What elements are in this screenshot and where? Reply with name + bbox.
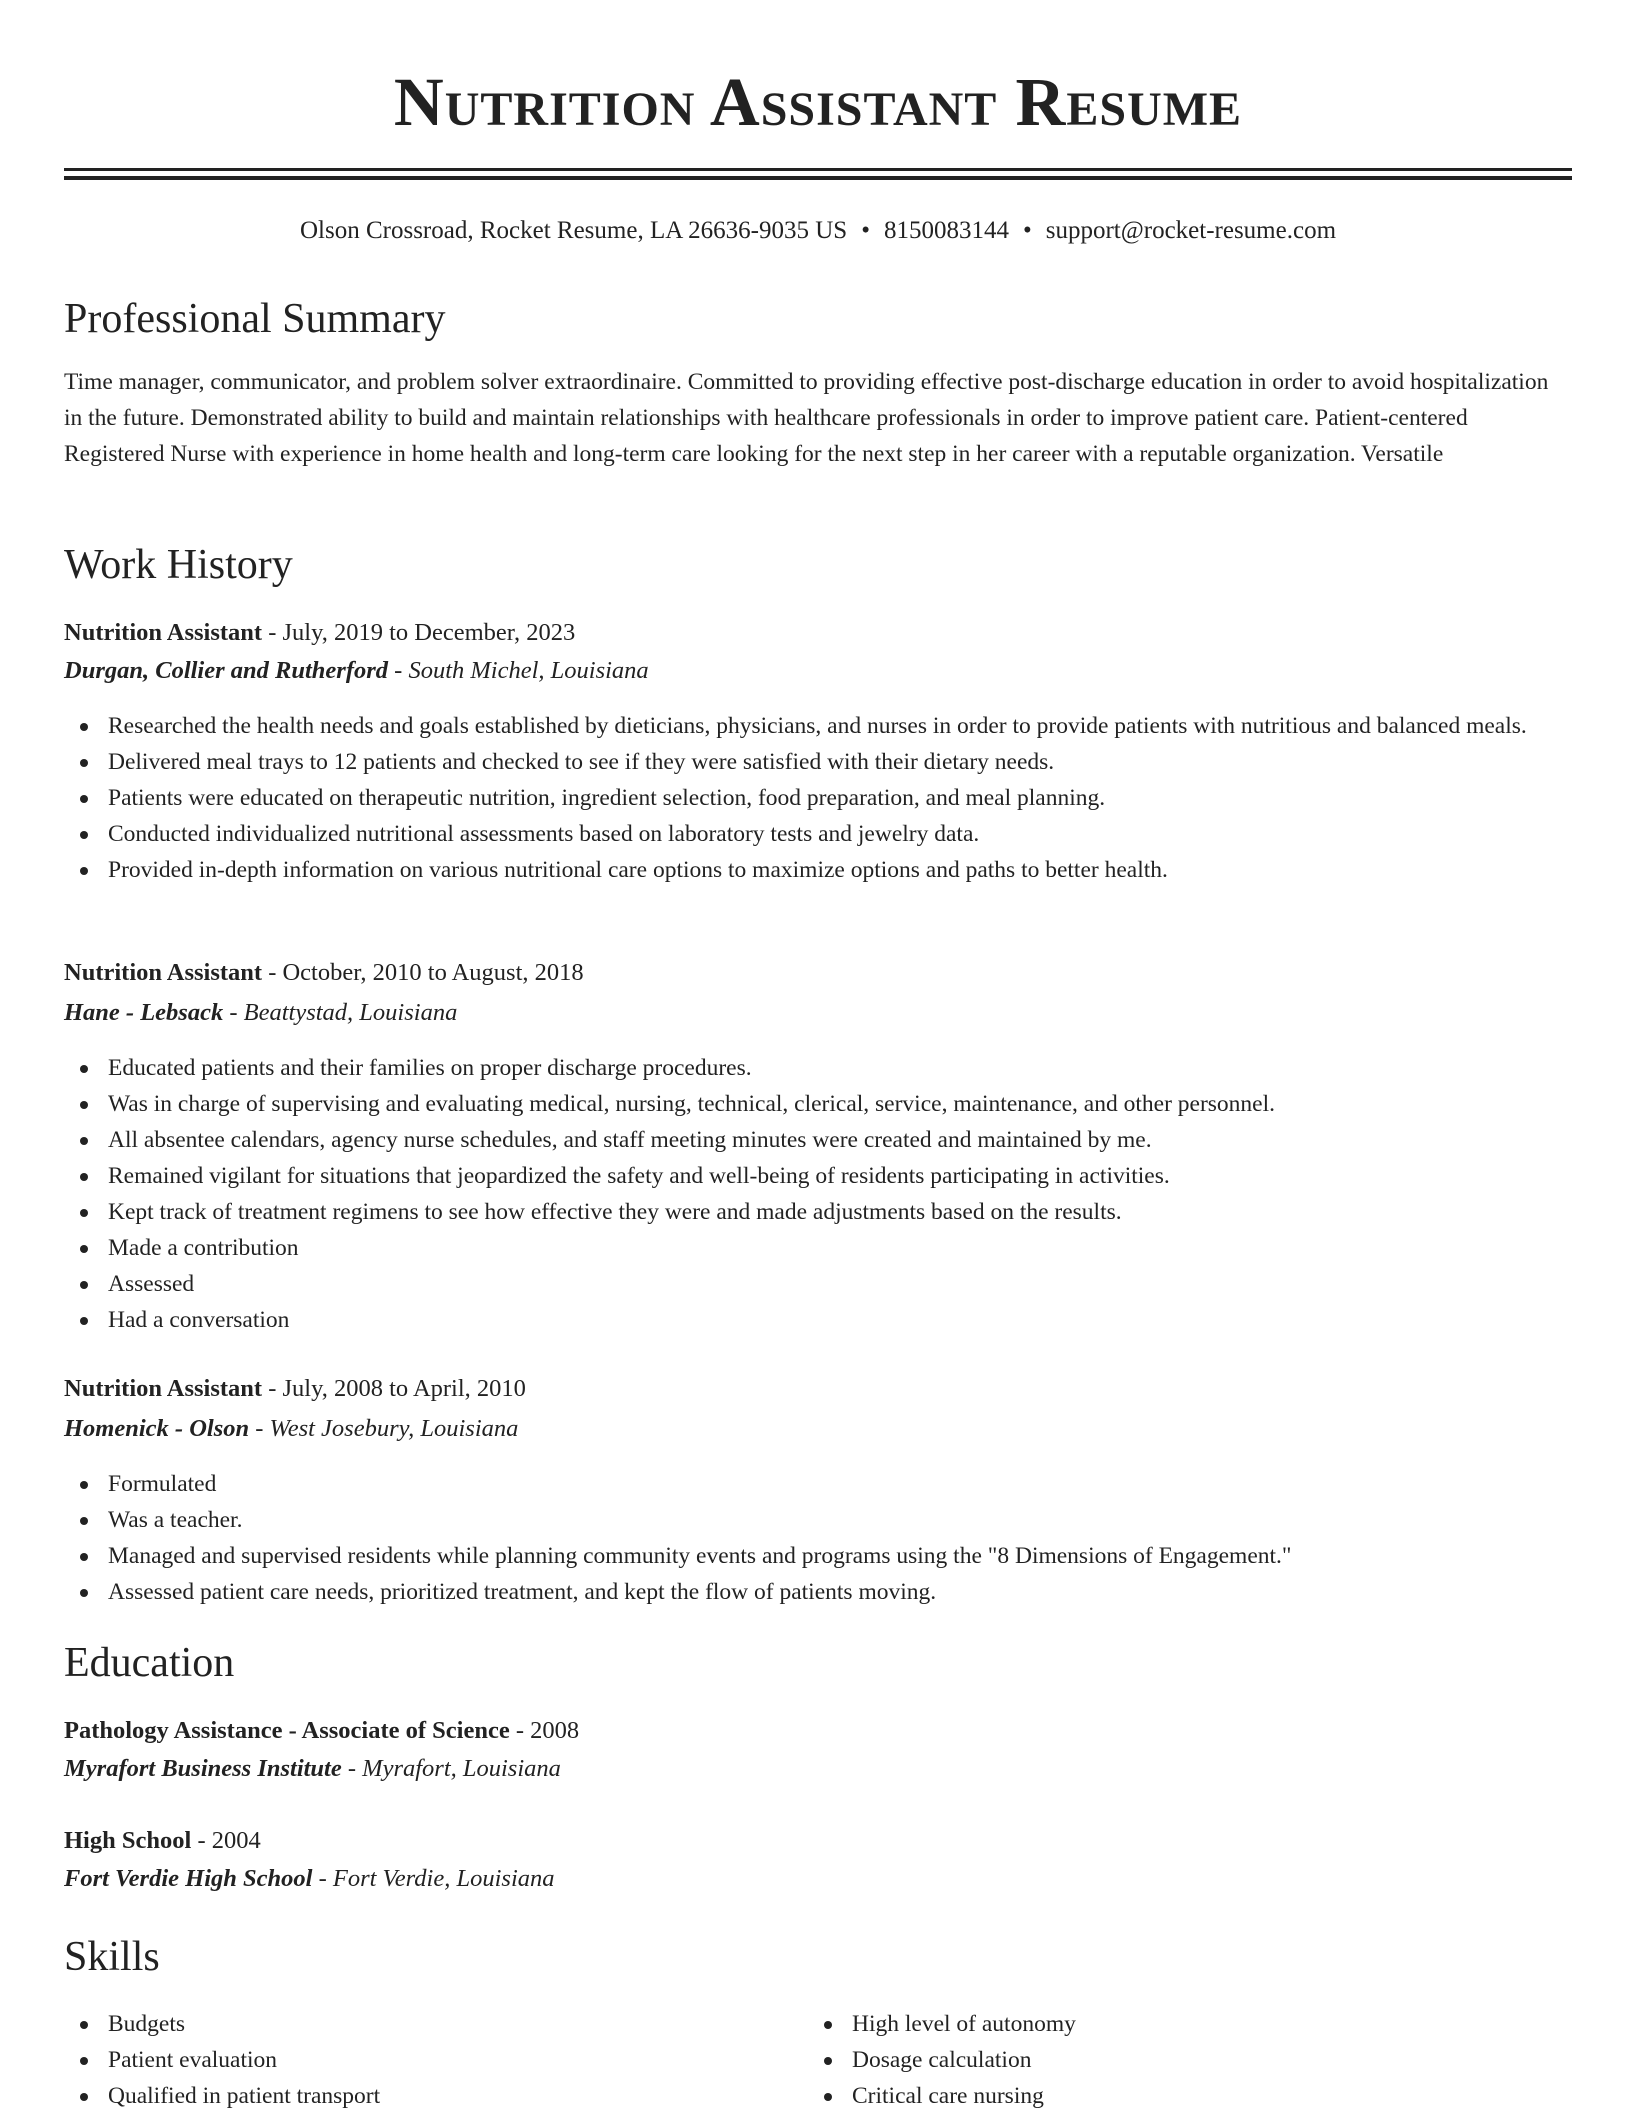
education-degree-line: [64, 1716, 579, 1746]
summary-heading: Professional Summary: [64, 296, 446, 342]
job-title: Nutrition Assistant: [64, 619, 263, 646]
list-item: Provided in-depth information on various nutritional care options to maximize options and paths to better health.: [64, 852, 1572, 888]
list-item: Researched the health needs and goals established by dieticians, physicians, and nurses in order to provide patients with nutritious and balanced meals.: [64, 708, 1572, 744]
list-item: Was a teacher.: [64, 1502, 1572, 1538]
skill-item: Dosage calculation: [808, 2042, 1632, 2078]
education-year: - 2004: [191, 1827, 261, 1854]
education-location: - Fort Verdie, Louisiana: [312, 1865, 555, 1892]
list-item: Was in charge of supervising and evaluating medical, nursing, technical, clerical, service, maintenance, and other personnel.: [64, 1086, 1572, 1122]
job-title-line: [64, 958, 584, 988]
skill-item: Critical care nursing: [808, 2078, 1632, 2112]
education-school-line: [64, 1754, 561, 1784]
skill-item: Patient evaluation: [64, 2042, 1572, 2078]
job-dates: - July, 2019 to December, 2023: [262, 619, 576, 646]
skill-item: Qualified in patient transport: [64, 2078, 1572, 2112]
contact-separator: •: [861, 217, 870, 244]
education-school: Myrafort Business Institute: [64, 1755, 342, 1782]
list-item: Delivered meal trays to 12 patients and checked to see if they were satisfied with their dietary needs.: [64, 744, 1572, 780]
list-item: Patients were educated on therapeutic nutrition, ingredient selection, food preparation, and meal planning.: [64, 780, 1572, 816]
education-school-line: [64, 1864, 555, 1894]
list-item: Made a contribution: [64, 1230, 1572, 1266]
job-title-line: [64, 1374, 526, 1404]
job-employer: Durgan, Collier and Rutherford: [64, 657, 389, 684]
list-item: Assessed: [64, 1266, 1572, 1302]
education-degree: Pathology Assistance - Associate of Science: [64, 1717, 510, 1744]
list-item: Remained vigilant for situations that jeopardized the safety and well-being of residents participating in activities.: [64, 1158, 1572, 1194]
resume-title: Nutrition Assistant Resume: [393, 64, 1243, 140]
job-bullets: [64, 1050, 1572, 1338]
education-location: - Myrafort, Louisiana: [341, 1755, 561, 1782]
job-bullets: [64, 708, 1572, 888]
job-location: - South Michel, Louisiana: [388, 657, 649, 684]
work-history-heading: Work History: [64, 542, 293, 588]
skills-list-right: [808, 2006, 1632, 2112]
job-dates: - July, 2008 to April, 2010: [262, 1375, 526, 1402]
education-degree-line: [64, 1826, 261, 1856]
job-bullets: [64, 1466, 1572, 1610]
list-item: Assessed patient care needs, prioritized treatment, and kept the flow of patients moving.: [64, 1574, 1572, 1610]
list-item: Formulated: [64, 1466, 1572, 1502]
contact-email: support@rocket-resume.com: [1045, 217, 1337, 244]
job-location: - Beattystad, Louisiana: [223, 999, 458, 1026]
job-employer-line: [64, 656, 649, 686]
list-item: Had a conversation: [64, 1302, 1572, 1338]
contact-line: [64, 216, 1572, 246]
education-school: Fort Verdie High School: [64, 1865, 313, 1892]
contact-phone: 8150083144: [883, 217, 1009, 244]
job-employer-line: [64, 1414, 518, 1444]
skill-item: High level of autonomy: [808, 2006, 1632, 2042]
skill-item: Budgets: [64, 2006, 1572, 2042]
title-rule-top: [64, 168, 1572, 171]
contact-address: Olson Crossroad, Rocket Resume, LA 26636-9035 US: [299, 217, 848, 244]
education-year: - 2008: [509, 1717, 580, 1744]
education-heading: Education: [64, 1640, 235, 1686]
job-title: Nutrition Assistant: [64, 959, 263, 986]
contact-separator: •: [1022, 217, 1032, 244]
job-dates: - October, 2010 to August, 2018: [262, 959, 584, 986]
education-degree: High School: [64, 1827, 192, 1854]
list-item: Educated patients and their families on proper discharge procedures.: [64, 1050, 1572, 1086]
resume-page: [64, 0, 1572, 2109]
list-item: Managed and supervised residents while planning community events and programs using the "8 Dimensions of Engagement.": [64, 1538, 1572, 1574]
list-item: Conducted individualized nutritional assessments based on laboratory tests and jewelry data.: [64, 816, 1572, 852]
skills-heading: Skills: [64, 1934, 160, 1980]
title-rule-bottom: [64, 176, 1572, 180]
job-employer: Hane - Lebsack: [64, 999, 224, 1026]
list-item: All absentee calendars, agency nurse schedules, and staff meeting minutes were created and maintained by me.: [64, 1122, 1572, 1158]
job-title-line: [64, 618, 575, 648]
job-employer-line: [64, 998, 457, 1028]
summary-text: Time manager, communicator, and problem solver extraordinaire. Committed to providing effective post-discharge education in order to avoid hospitalization in the future. Demonstrated ability to build and maintain relationships with healthcare professionals in order to improve patient care. Patient-centered Registered Nurse with experience in home health and long-term care looking for the next step in her career with a reputable organization. Versatile: [64, 369, 1549, 467]
list-item: Kept track of treatment regimens to see how effective they were and made adjustments based on the results.: [64, 1194, 1572, 1230]
job-location: - West Josebury, Louisiana: [249, 1415, 519, 1442]
job-employer: Homenick - Olson: [64, 1415, 250, 1442]
job-title: Nutrition Assistant: [64, 1375, 263, 1402]
